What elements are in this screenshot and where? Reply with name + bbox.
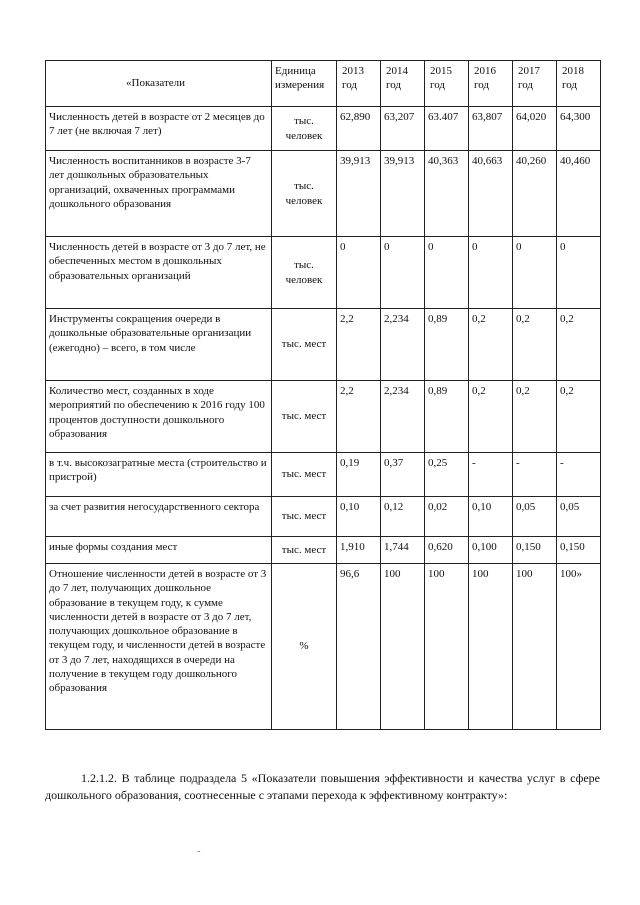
table-row — [46, 537, 601, 564]
table-row — [46, 453, 601, 497]
row-value: 0,10 — [469, 497, 513, 537]
row-value: 2,2 — [337, 381, 381, 453]
row-value: 64,020 — [513, 107, 557, 151]
row-value: 0,2 — [469, 309, 513, 381]
row-value: 0,2 — [513, 381, 557, 453]
section-paragraph: 1.2.1.2. В таблице подраздела 5 «Показатели повышения эффективности и качества услуг в сфере дошкольного образования, соотнесенные с этапами перехода к эффективному контракту»: — [45, 771, 600, 803]
row-value: 0,100 — [469, 537, 513, 564]
row-unit: тыс. мест — [272, 381, 337, 453]
row-value: - — [513, 453, 557, 497]
row-unit: тыс. мест — [272, 497, 337, 537]
row-value: - — [469, 453, 513, 497]
row-value: 63,207 — [381, 107, 425, 151]
row-value: 0 — [557, 237, 601, 309]
row-indicator: Численность воспитанников в возрасте 3-7 лет дошкольных образовательных организаций, охваченных программами дошкольного образования — [46, 151, 272, 237]
header-year: 2015 год — [425, 61, 469, 107]
row-value: 62,890 — [337, 107, 381, 151]
table-row — [46, 151, 601, 237]
header-year: 2013 год — [337, 61, 381, 107]
row-value: 1,744 — [381, 537, 425, 564]
header-indicator: «Показатели — [46, 61, 272, 107]
row-value: 1,910 — [337, 537, 381, 564]
row-value: 0,620 — [425, 537, 469, 564]
row-value: 0,05 — [513, 497, 557, 537]
row-value: 100 — [381, 564, 425, 730]
row-value: 2,234 — [381, 309, 425, 381]
row-indicator: иные формы создания мест — [46, 537, 272, 564]
row-value: 40,460 — [557, 151, 601, 237]
row-value: 40,663 — [469, 151, 513, 237]
row-value: 0,02 — [425, 497, 469, 537]
row-value: 0,12 — [381, 497, 425, 537]
table-header-row — [46, 61, 601, 107]
row-value: 0 — [381, 237, 425, 309]
header-year: 2014 год — [381, 61, 425, 107]
row-value: 0,19 — [337, 453, 381, 497]
row-value: - — [557, 453, 601, 497]
row-indicator: в т.ч. высокозагратные места (строительство и пристрой) — [46, 453, 272, 497]
row-value: 0,2 — [513, 309, 557, 381]
row-indicator: Инструменты сокращения очереди в дошкольные образовательные организации (ежегодно) – всего, в том числе — [46, 309, 272, 381]
scan-mark: ˜ — [197, 850, 201, 861]
row-unit: % — [272, 564, 337, 730]
row-unit: тыс. человек — [272, 237, 337, 309]
row-value: 63.407 — [425, 107, 469, 151]
row-unit: тыс. человек — [272, 151, 337, 237]
row-value: 0,150 — [513, 537, 557, 564]
row-value: 100 — [513, 564, 557, 730]
row-value: 0,05 — [557, 497, 601, 537]
row-value: 39,913 — [381, 151, 425, 237]
row-value: 0,2 — [469, 381, 513, 453]
row-unit: тыс. мест — [272, 453, 337, 497]
row-value: 0,2 — [557, 381, 601, 453]
row-unit: тыс. мест — [272, 309, 337, 381]
row-value: 0 — [469, 237, 513, 309]
row-value: 63,807 — [469, 107, 513, 151]
row-indicator: Отношение численности детей в возрасте от 3 до 7 лет, получающих дошкольное образование в текущем году, к сумме численности детей в возрасте от 3 до 7 лет, получающих дошкольное образование в текущем году, и численности детей в возрасте от 3 до 7 лет, находящихся в очереди на получение в текущем году дошкольного образования — [46, 564, 272, 730]
row-unit: тыс. мест — [272, 537, 337, 564]
row-value: 40,363 — [425, 151, 469, 237]
table-row — [46, 381, 601, 453]
table-row — [46, 237, 601, 309]
row-value: 0,150 — [557, 537, 601, 564]
table-row — [46, 564, 601, 730]
row-value: 0 — [425, 237, 469, 309]
header-year: 2017 год — [513, 61, 557, 107]
row-value: 96,6 — [337, 564, 381, 730]
header-year: 2018 год — [557, 61, 601, 107]
row-value: 100 — [425, 564, 469, 730]
row-value: 2,2 — [337, 309, 381, 381]
row-unit: тыс. человек — [272, 107, 337, 151]
row-value: 40,260 — [513, 151, 557, 237]
row-value: 2,234 — [381, 381, 425, 453]
row-value: 0,89 — [425, 381, 469, 453]
row-value: 0,37 — [381, 453, 425, 497]
row-indicator: Численность детей в возрасте от 3 до 7 лет, не обеспеченных местом в дошкольных образовательных организаций — [46, 237, 272, 309]
row-value: 100 — [469, 564, 513, 730]
row-value: 100» — [557, 564, 601, 730]
table-row — [46, 107, 601, 151]
row-value: 0,10 — [337, 497, 381, 537]
row-indicator: Численность детей в возрасте от 2 месяцев до 7 лет (не включая 7 лет) — [46, 107, 272, 151]
indicators-table — [45, 60, 601, 730]
table-row — [46, 497, 601, 537]
row-value: 64,300 — [557, 107, 601, 151]
row-value: 0 — [513, 237, 557, 309]
row-value: 0,2 — [557, 309, 601, 381]
row-value: 0 — [337, 237, 381, 309]
row-value: 39,913 — [337, 151, 381, 237]
table-row — [46, 309, 601, 381]
row-value: 0,25 — [425, 453, 469, 497]
row-value: 0,89 — [425, 309, 469, 381]
header-year: 2016 год — [469, 61, 513, 107]
header-unit: Единица измерения — [272, 61, 337, 107]
row-indicator: за счет развития негосударственного сектора — [46, 497, 272, 537]
row-indicator: Количество мест, созданных в ходе мероприятий по обеспечению к 2016 году 100 процентов доступности дошкольного образования — [46, 381, 272, 453]
